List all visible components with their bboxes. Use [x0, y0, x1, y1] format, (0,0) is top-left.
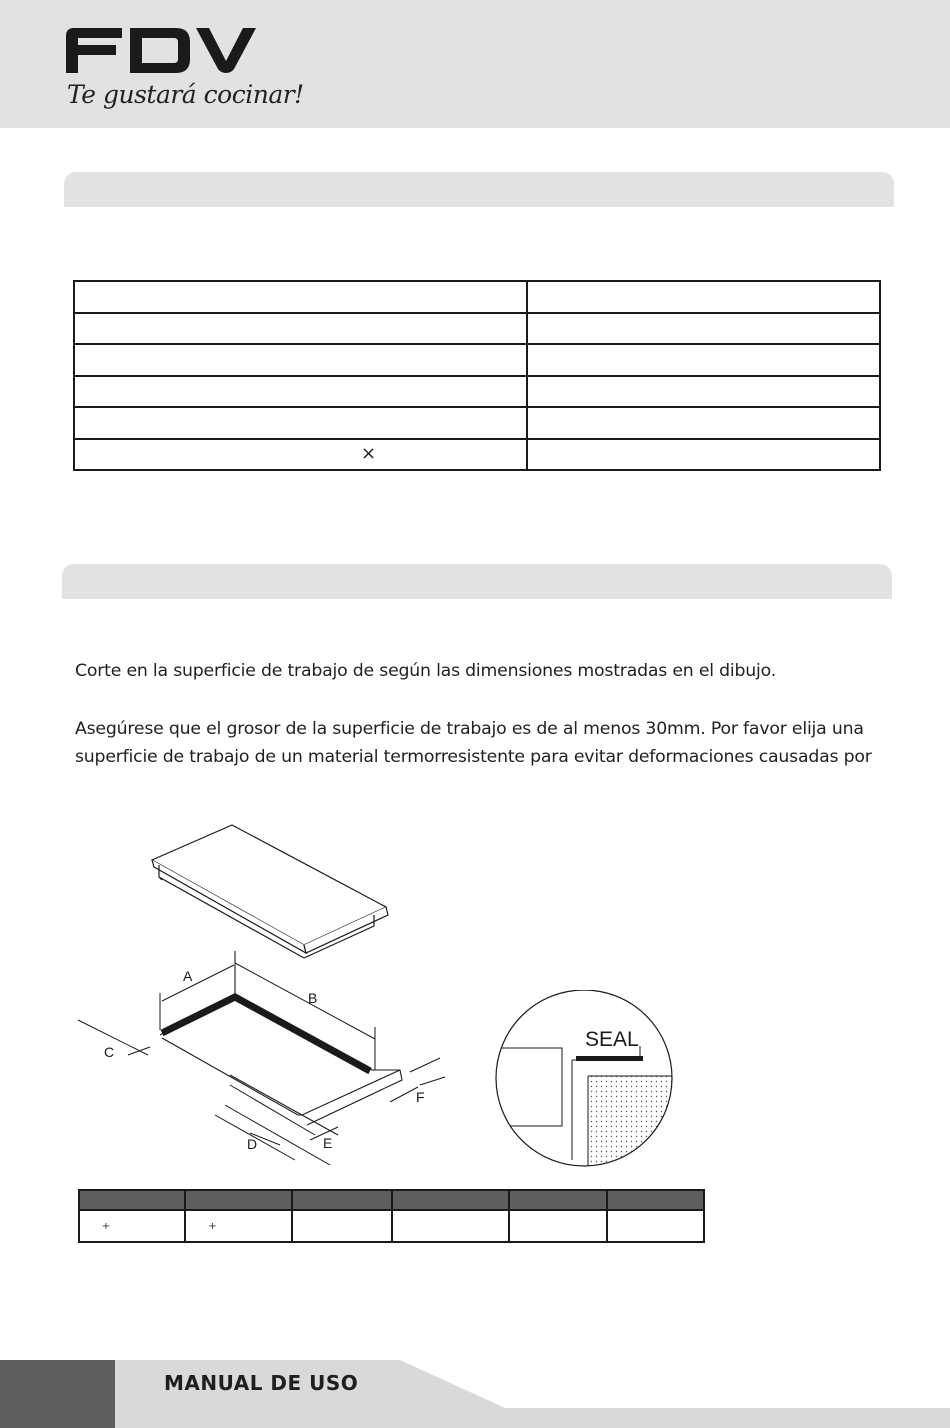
times-symbol: × [361, 443, 377, 465]
table-cell [527, 376, 880, 408]
dimension-label-f: F [416, 1089, 425, 1105]
seal-label: SEAL [585, 1028, 639, 1051]
table-cell [527, 313, 880, 345]
dimension-label-d: D [247, 1136, 258, 1152]
table-header-row [79, 1190, 704, 1210]
table-cell [527, 281, 880, 313]
table-cell [509, 1210, 607, 1242]
table-row [74, 281, 880, 313]
specifications-table [73, 280, 881, 471]
dimension-lines [78, 963, 445, 1165]
worktop-illustration [160, 951, 402, 1135]
seal-detail-diagram [490, 990, 680, 1174]
table-cell [74, 439, 527, 471]
table-cell [74, 344, 527, 376]
table-header-cell [79, 1190, 185, 1210]
table-row [74, 439, 880, 471]
table-cell [79, 1210, 185, 1242]
dimension-label-e: E [323, 1135, 333, 1151]
table-cell [292, 1210, 392, 1242]
table-cell [74, 281, 527, 313]
dimensions-table [78, 1189, 705, 1243]
installation-paragraph-cut: Corte en la superficie de trabajo de según las dimensiones mostradas en el dibujo. [75, 661, 777, 681]
installation-paragraph-thickness-line-1: Asegúrese que el grosor de la superficie de trabajo es de al menos 30mm. Por favor elija una [75, 719, 864, 739]
table-header-cell [607, 1190, 704, 1210]
dimension-label-a: A [183, 968, 193, 984]
table-row [74, 407, 880, 439]
cutout-diagram [70, 815, 470, 1169]
brand-tagline: Te gustará cocinar! [67, 80, 304, 109]
footer-band [0, 1360, 950, 1428]
table-cell [607, 1210, 704, 1242]
table-cell [74, 407, 527, 439]
table-cell [527, 439, 880, 471]
table-header-cell [292, 1190, 392, 1210]
table-header-cell [509, 1190, 607, 1210]
table-row [74, 344, 880, 376]
table-cell [74, 313, 527, 345]
fdv-logo [66, 28, 258, 80]
section-header-installation [62, 564, 892, 599]
table-cell [392, 1210, 509, 1242]
plus-symbol: + [208, 1220, 217, 1232]
table-row [74, 313, 880, 345]
table-row [74, 376, 880, 408]
table-cell [74, 376, 527, 408]
dimension-label-c: C [104, 1044, 115, 1060]
footer-title: MANUAL DE USO [164, 1371, 359, 1395]
section-header-specs [64, 172, 894, 207]
table-cell [185, 1210, 292, 1242]
table-cell [527, 344, 880, 376]
hob-illustration [152, 825, 388, 958]
table-cell [527, 407, 880, 439]
table-row [79, 1210, 704, 1242]
dimension-label-b: B [308, 990, 318, 1006]
plus-symbol: + [101, 1220, 111, 1232]
installation-paragraph-thickness-line-2: superficie de trabajo de un material termorresistente para evitar deformaciones causadas por [75, 747, 872, 767]
table-header-cell [392, 1190, 509, 1210]
seal-strip [162, 997, 370, 1071]
table-header-cell [185, 1190, 292, 1210]
